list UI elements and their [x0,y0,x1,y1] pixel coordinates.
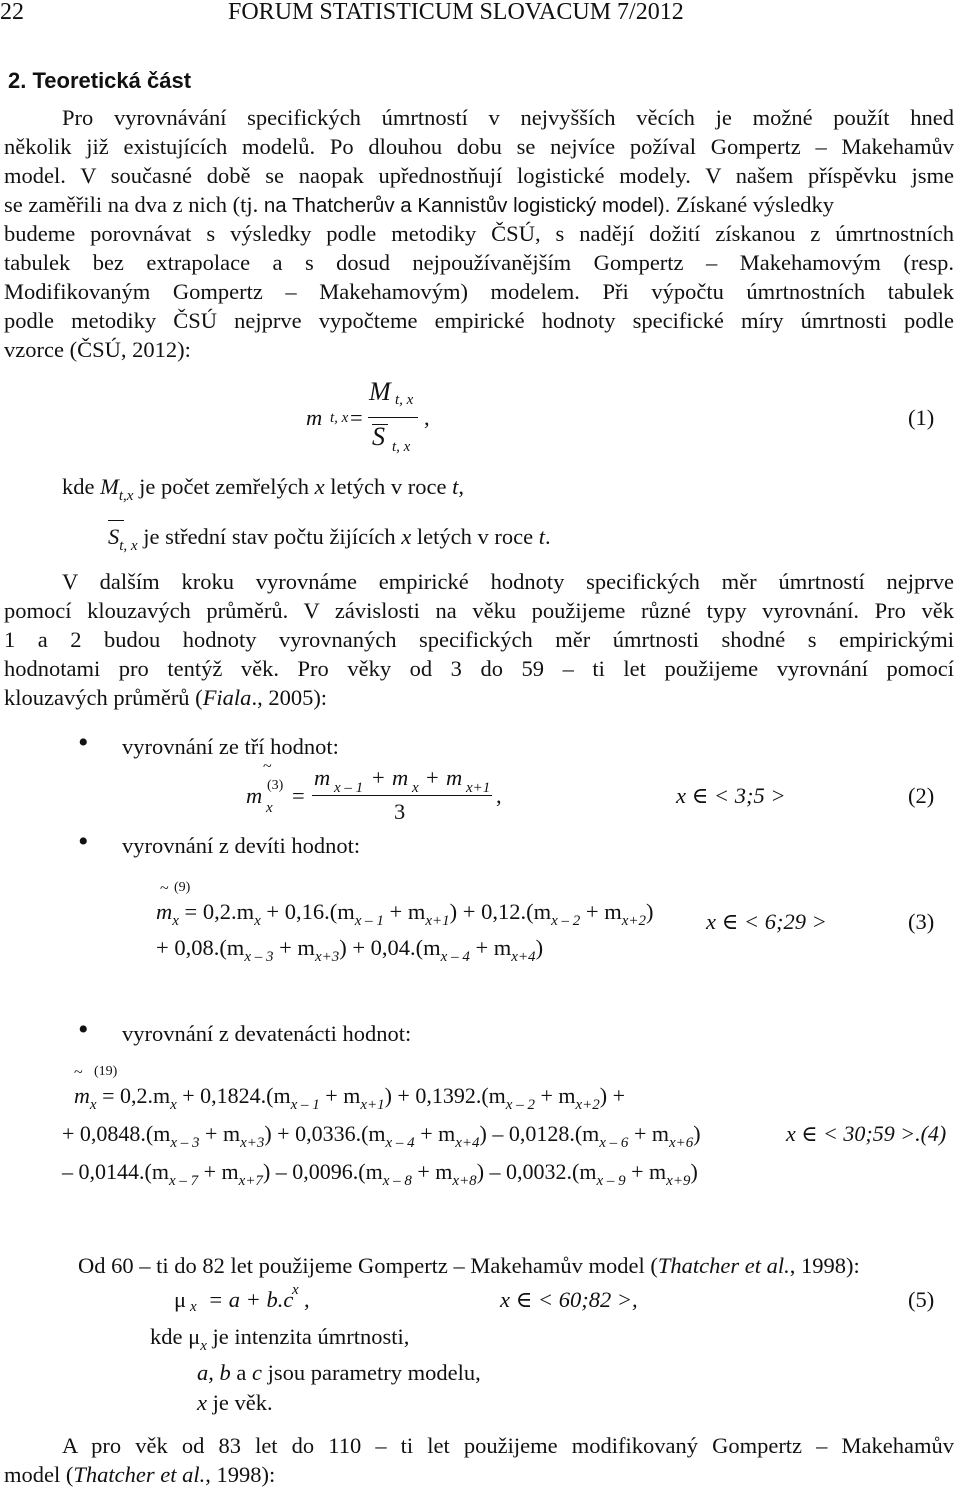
eq2-num-sub1: x – 1 [334,780,364,796]
paragraph-line: model. V současné době se naopak upřednostňují logistické modely. V našem příspěvku jsme [4,163,954,188]
where-text: je střední stav počtu žijících [137,524,402,549]
paragraph-text: , 1998): [789,1253,860,1278]
where-mu-symbol: μ [188,1324,201,1349]
eq4-sup: (19) [94,1064,118,1079]
where-x: x [401,524,412,549]
eq5-rhs: = a + b.c [208,1287,294,1312]
paragraph-text: se zaměřili na dva z nich (tj. [4,192,264,217]
where-S-overbar [108,520,124,521]
eq4-sub: x – 3 [170,1135,200,1151]
bullet-text: vyrovnání z devatenácti hodnot: [122,1021,412,1046]
eq2-comma: , [496,783,502,808]
eq3-term: ) [535,935,544,960]
bullet-text: vyrovnání z devíti hodnot: [122,833,361,858]
eq4-sub: x – 8 [382,1173,412,1189]
eq1-numerator: M [369,377,391,406]
eq4-sub: x+3 [240,1135,265,1151]
eq4-sub: x+2 [575,1097,600,1113]
eq3-term: + m [389,899,426,924]
eq2-sup: (3) [267,778,284,793]
paragraph-line: vzorce (ČSÚ, 2012): [4,337,191,362]
where-M-sub: t,x [118,488,134,504]
eq5-domain: x ∈ < 60;82 >, [500,1287,638,1312]
eq2-plus1: + [372,765,385,790]
eq4-tilde: ~ [74,1064,83,1081]
where-c: c [252,1360,262,1385]
eq3-sub: x – 2 [551,913,581,929]
paragraph-line: budeme porovnávat s výsledky podle metodiky ČSÚ, s nadějí dožití získanou z úmrtnostních [4,221,954,246]
eq2-num-m2: m [392,765,409,790]
paragraph-line: hodnotami pro tentýž věk. Pro věky od 3 do 59 – ti let použijeme vyrovnání pomocí [4,656,954,681]
bullet-icon: • [78,1013,89,1046]
eq4-term: ) – 0,0096.(m [262,1159,383,1184]
eq3-term: + m [585,899,622,924]
paragraph-line: Modifikovaným Gompertz – Makehamovým) modelem. Při výpočtu úmrtnostních tabulek [4,279,954,304]
eq4-sub: x – 6 [599,1135,629,1151]
paragraph-text: ., 2005): [251,685,328,710]
eq1-equals: = [350,405,363,430]
eq4-term: ) – 0,0032.(m [476,1159,597,1184]
eq4-line1 [74,1082,625,1113]
eq2-num-sub3: x+1 [466,780,491,796]
eq4-line3 [62,1158,698,1189]
eq4-sub: x+8 [452,1173,477,1189]
eq3-term: + 0,16.(m [266,899,355,924]
eq1-fraction-bar [368,417,418,418]
eq4-sub: x [89,1097,97,1113]
eq3-sub: x+1 [425,913,450,929]
paragraph-text: model ( [4,1462,74,1487]
eq4-term: + m [205,1121,241,1146]
where-text: je počet zemřelých [133,474,315,499]
paragraph-line: 1 a 2 budou hodnoty vyrovnaných specifických měr úmrtnosti shodné s empirickými [4,627,954,652]
eq2-fraction-bar [312,795,492,796]
eq5-number: (5) [908,1287,935,1312]
paragraph-line: pomocí klouzavých průměrů. V závislosti na věku použijeme různé typy vyrovnání. Pro věk [4,598,954,623]
where-mu-sub: x [200,1338,207,1354]
eq4-term: = 0,2.m [102,1083,171,1108]
eq3-term: ) + 0,04.(m [339,935,441,960]
eq4-term: – 0,0144.(m [62,1159,169,1184]
eq4-term: ) + [599,1083,625,1108]
where-S-symbol: S [108,524,120,549]
eq1-num-sub: t, x [395,392,414,408]
eq2-plus2: + [426,765,439,790]
eq4-sub: x [170,1097,177,1113]
citation: Thatcher et al. [73,1462,206,1487]
eq1-den-sub: t, x [392,439,411,455]
where-x [197,1388,954,1418]
where-x-symbol: x [197,1390,207,1415]
paragraph-line: několik již existujících modelů. Po dlouhou dobu se nejvíce požíval Gompertz – Makehamův [4,134,954,159]
eq4-term: ) – 0,0128.(m [479,1121,600,1146]
eq3-domain: x ∈ < 6;29 > [706,909,827,934]
eq2-num-sub2: x [412,780,419,796]
eq4-term: m [74,1083,90,1108]
eq4-sub: x+1 [360,1097,385,1113]
eq4-line2 [62,1120,701,1151]
paragraph-line [4,1460,954,1490]
eq5-mu-sub: x [190,1299,197,1315]
eq1-lhs: m [306,405,323,430]
citation: Thatcher et al. [657,1253,790,1278]
eq2-domain: x ∈ < 3;5 > [676,783,786,808]
eq3-number: (3) [908,909,935,934]
paragraph-line-mixed [4,190,954,221]
eq2-lhs-sub: x [266,800,273,816]
eq5-rhs-sup: x [292,1282,299,1298]
eq3-sub: x – 1 [354,913,384,929]
journal-title: FORUM STATISTICUM SLOVACUM 7/2012 [228,0,684,25]
paragraph-line: V dalším kroku vyrovnáme empirické hodnoty specifických měr úmrtností nejprve [62,569,954,594]
where-x: x [314,474,325,499]
eq4-term: ) [690,1159,698,1184]
eq3-tilde: ~ [160,880,169,897]
paragraph-line: podle metodiky ČSÚ nejprve vypočteme empirické hodnoty specifické míry úmrtnosti podle [4,308,954,333]
paragraph-line: Pro vyrovnávání specifických úmrtností v nejvyšších věcích je možné použít hned [62,105,954,130]
where-M-symbol: M [100,474,119,499]
citation: Fiala [202,685,252,710]
eq3-term: + m [475,935,512,960]
eq4-term: + m [631,1159,667,1184]
where-t: t [538,524,545,549]
eq4-sub: x+7 [238,1173,263,1189]
where-mu [150,1322,954,1355]
eq3-sub: x+2 [621,913,646,929]
eq4-sub: x – 9 [596,1173,626,1189]
paragraph-text-sans: na Thatcherův a Kannistův logistický model). [263,194,671,217]
where-M [62,472,954,505]
where-S [108,522,954,555]
eq3-term: ) + 0,12.(m [449,899,552,924]
eq4-term: + 0,0848.(m [62,1121,171,1146]
eq1-comma: , [424,405,430,430]
eq4-domain: x ∈ < 30;59 >.(4) [786,1121,947,1146]
where-t: t [452,474,459,499]
paragraph-line [4,683,954,713]
eq4-sub: x – 2 [505,1097,535,1113]
eq3-sub: x – 4 [440,949,470,965]
eq4-term: ) + 0,0336.(m [264,1121,386,1146]
where-kde: kde [62,474,95,499]
eq3-term: + 0,08.(m [156,935,245,960]
where-ab: a, b [197,1360,231,1385]
eq4-sub: x+6 [668,1135,694,1151]
paragraph-text: klouzavých průměrů ( [4,685,203,710]
where-text: letých v roce [324,474,453,499]
eq3-sub: x [172,913,179,929]
paragraph-line [78,1251,954,1281]
paragraph-text: , 1998): [205,1462,276,1487]
bullet-icon: • [78,825,89,858]
eq4-term: + m [417,1159,453,1184]
where-text: je intenzita úmrtnosti, [206,1324,410,1349]
eq4-sub: x+9 [666,1173,691,1189]
eq3-term: ) [645,899,654,924]
section-title: 2. Teoretická část [8,68,192,93]
eq3-line2 [156,934,543,965]
where-text: a [230,1360,252,1385]
bullet-text: vyrovnání ze tří hodnot: [122,734,339,759]
where-kde: kde [150,1324,183,1349]
eq4-term: ) + 0,1392.(m [384,1083,506,1108]
where-S-sub: t, x [119,538,138,554]
eq3-sub: x+4 [511,949,536,965]
eq1-denominator: S [372,422,385,451]
eq5-mu: μ [174,1287,187,1312]
eq4-term: + 0,1824.(m [182,1083,291,1108]
eq4-sub: x – 4 [385,1135,415,1151]
eq3-term: = 0,2.m [184,899,255,924]
eq3-term: m [156,899,173,924]
eq2-num-m3: m [446,765,463,790]
eq2-lhs: m [246,783,263,808]
eq4-term: + m [633,1121,669,1146]
eq2-num-m1: m [314,765,331,790]
eq4-sub: x+4 [455,1135,480,1151]
paragraph-text: Od 60 – ti do 82 let použijeme Gompertz – Makehamův model ( [78,1253,658,1278]
bullet-icon: • [78,726,89,759]
eq4-term: + m [203,1159,239,1184]
paragraph-line: A pro věk od 83 let do 110 – ti let použijeme modifikovaný Gompertz – Makehamův [62,1433,954,1458]
eq1-lhs-sub: t, x [330,410,349,426]
page-number: 22 [0,0,24,25]
eq1-number: (1) [908,405,935,430]
eq2-equals: = [292,783,305,808]
where-text: letých v roce [411,524,539,549]
page-header [0,0,684,28]
eq2-number: (2) [908,783,935,808]
eq2-tilde: ~ [263,758,272,775]
eq3-sub: x – 3 [244,949,274,965]
eq4-term: + m [325,1083,361,1108]
eq4-term: ) [693,1121,701,1146]
eq4-sub: x – 7 [168,1173,199,1189]
eq4-term: + m [420,1121,456,1146]
where-text: je věk. [207,1390,273,1415]
eq4-term: + m [540,1083,576,1108]
eq3-line1 [156,898,653,929]
eq3-sub: x+3 [314,949,340,965]
eq3-sup: (9) [174,880,191,895]
where-text: jsou parametry modelu, [262,1360,481,1385]
eq3-term: + m [279,935,315,960]
paragraph-line: tabulek bez extrapolace a s dosud nejpoužívanějším Gompertz – Makehamovým (resp. [4,250,954,275]
where-text: , [458,474,464,499]
paragraph-text: Získané výsledky [670,192,835,217]
eq2-denominator: 3 [394,799,406,824]
where-text: . [544,524,551,549]
eq4-sub: x – 1 [290,1097,320,1113]
eq5-comma: , [304,1287,310,1312]
where-abc [197,1358,954,1388]
eq3-sub: x [254,913,261,929]
